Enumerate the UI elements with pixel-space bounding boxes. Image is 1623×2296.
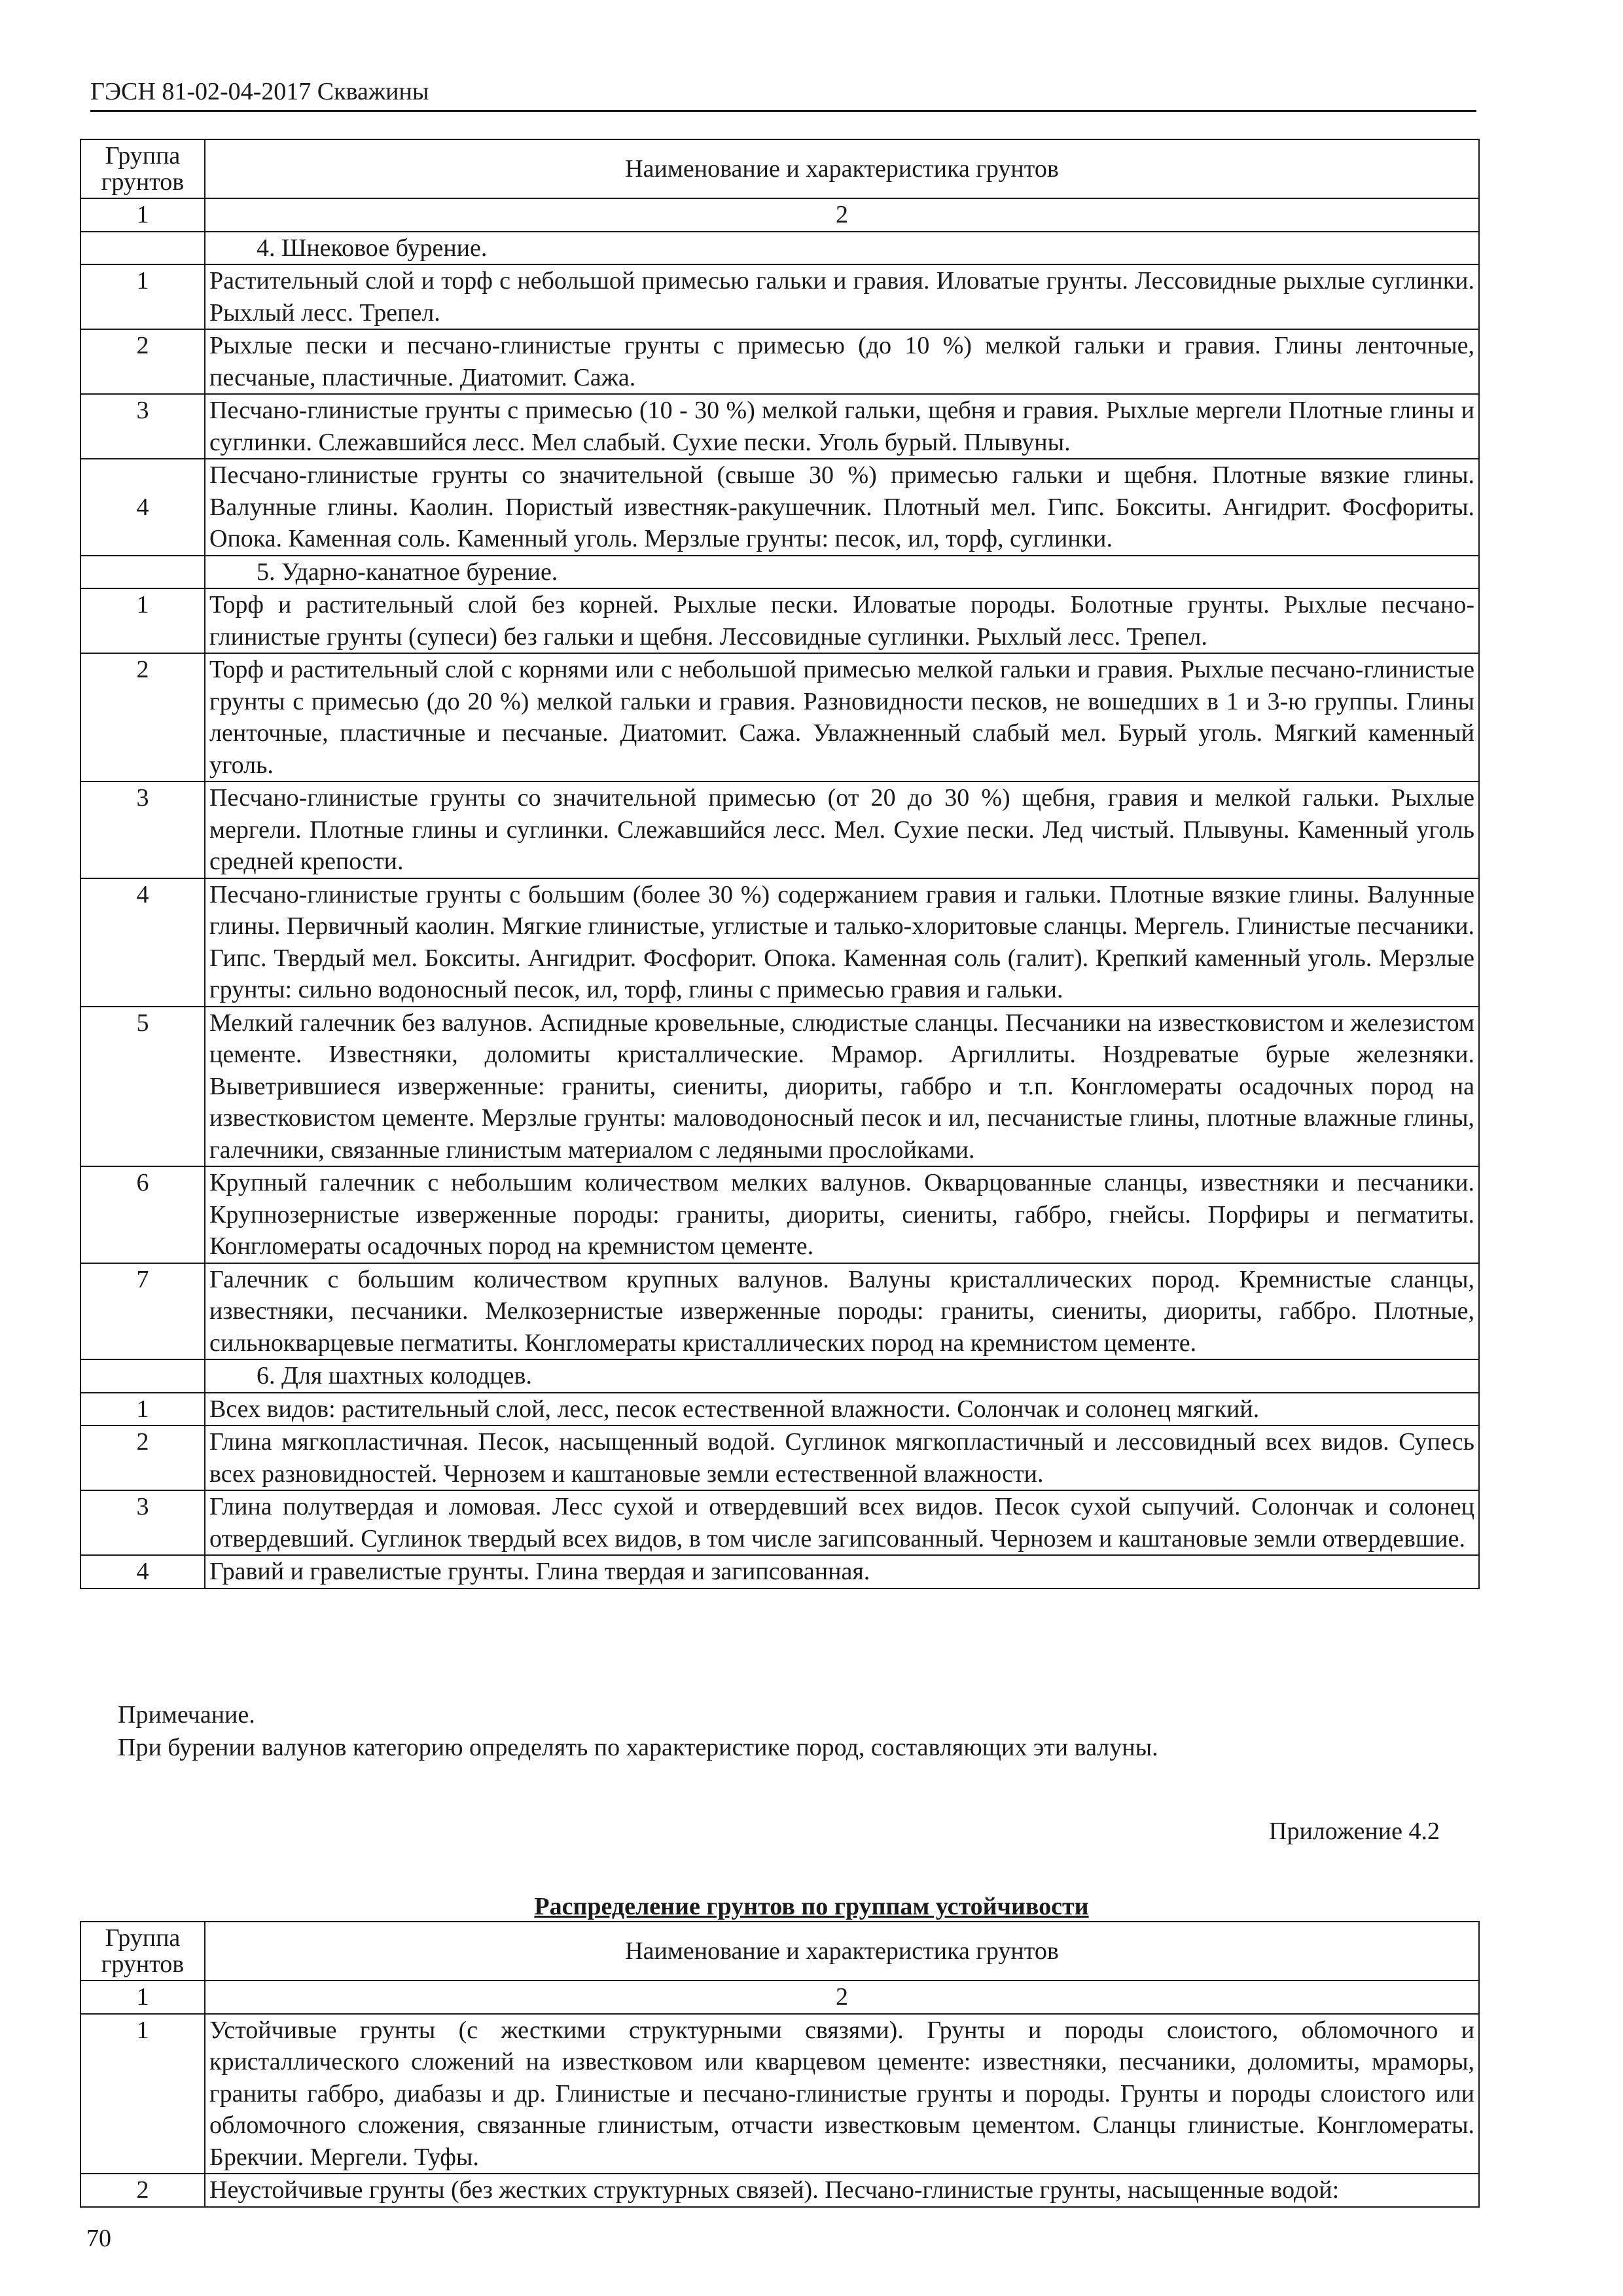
- table-row: [80, 781, 1479, 878]
- table-row: [80, 1263, 1479, 1360]
- group-description: Песчано-глинистые грунты с большим (более 30 %) содержанием гравия и гальки. Плотные вязкие глины. Валунные глины. Первичный каолин. Мягкие глинистые, углистые и талько-хлоритовые сланцы. Мергель. Глинистые песчаники. Гипс. Твердый мел. Бокситы. Ангидрит. Фосфорит. Опока. Каменная соль (галит). Крепкий каменный уголь. Мерзлые грунты: сильно водоносный песок, ил, торф, глины с примесью гравия и гальки.: [205, 878, 1479, 1007]
- group-description: Растительный слой и торф с небольшой примесью гальки и гравия. Иловатые грунты. Лессовидные рыхлые суглинки. Рыхлый лесс. Трепел.: [205, 264, 1479, 329]
- group-number: 5: [80, 1007, 205, 1167]
- group-description: Песчано-глинистые грунты со значительной примесью (от 20 до 30 %) щебня, гравия и мелкой гальки. Рыхлые мергели. Плотные глины и суглинки. Слежавшийся лесс. Мел. Сухие пески. Лед чистый. Плывуны. Каменный уголь средней крепости.: [205, 781, 1479, 878]
- note-title: Примечание.: [118, 1701, 255, 1729]
- group-number: 3: [80, 781, 205, 878]
- column-number-2: 2: [205, 198, 1479, 232]
- header-group-cell: Группа грунтов: [80, 139, 205, 198]
- table-row: [80, 264, 1479, 329]
- column-number-1: 1: [80, 1981, 205, 2014]
- header-name-cell: Наименование и характеристика грунтов: [205, 1922, 1479, 1981]
- group-description: Устойчивые грунты (с жесткими структурными связями). Грунты и породы слоистого, обломочного и кристаллического сложений на известковом или кварцевом цементе: известняки, песчаники, доломиты, мраморы, граниты габбро, диабазы и др. Глинистые и песчано-глинистые грунты и породы. Грунты и породы слоистого или обломочного сложения, связанные глинистым, отчасти известковым цементом. Сланцы глинистые. Конгломераты. Брекчии. Мергели. Туфы.: [205, 2014, 1479, 2174]
- group-description: Глина мягкопластичная. Песок, насыщенный водой. Суглинок мягкопластичный и лессовидный всех видов. Супесь всех разновидностей. Чернозем и каштановые земли естественной влажности.: [205, 1426, 1479, 1490]
- section-title: 5. Ударно-канатное бурение.: [205, 556, 1479, 589]
- group-number: 2: [80, 329, 205, 394]
- table-row: [80, 2174, 1479, 2207]
- table-row: [80, 878, 1479, 1007]
- appendix-label: Приложение 4.2: [1269, 1818, 1440, 1845]
- table-row: [80, 1007, 1479, 1167]
- page-number: 70: [86, 2225, 111, 2252]
- group-description: Крупный галечник с небольшим количеством мелких валунов. Окварцованные сланцы, известняки и песчаники. Крупнозернистые изверженные породы: граниты, диориты, сиениты, габбро, гнейсы. Порфиры и пегматиты. Конгломераты осадочных пород на кремнистом цементе.: [205, 1166, 1479, 1263]
- group-description: Торф и растительный слой без корней. Рыхлые пески. Иловатые породы. Болотные грунты. Рыхлые песчано-глинистые грунты (супеси) без гальки и щебня. Лессовидные суглинки. Рыхлый лесс. Трепел.: [205, 588, 1479, 653]
- group-number: 1: [80, 1393, 205, 1426]
- table-row: [80, 588, 1479, 653]
- group-description: Рыхлые пески и песчано-глинистые грунты с примесью (до 10 %) мелкой гальки и гравия. Глины ленточные, песчаные, пластичные. Диатомит. Сажа.: [205, 329, 1479, 394]
- table2-title: Распределение грунтов по группам устойчивости: [534, 1893, 1089, 1920]
- group-description: Галечник с большим количеством крупных валунов. Валуны кристаллических пород. Кремнистые сланцы, известняки, песчаники. Мелкозернистые изверженные породы: граниты, сиениты, диориты, габбро. Плотные, сильнокварцевые пегматиты. Конгломераты кристаллических пород на кремнистом цементе.: [205, 1263, 1479, 1360]
- section-group-cell: [80, 1359, 205, 1393]
- table-header-row: [80, 1922, 1479, 1981]
- section-row: [80, 232, 1479, 265]
- table-row: [80, 459, 1479, 556]
- group-number: 2: [80, 2174, 205, 2207]
- section-group-cell: [80, 232, 205, 265]
- group-number: 3: [80, 394, 205, 459]
- group-description: Торф и растительный слой с корнями или с небольшой примесью мелкой гальки и гравия. Рыхлые песчано-глинистые грунты с примесью (до 20 %) мелкой гальки и гравия. Разновидности песков, не вошедших в 1 и 3-ю группы. Глины ленточные, пластичные и песчаные. Диатомит. Сажа. Увлажненный слабый мел. Бурый уголь. Мягкий каменный уголь.: [205, 653, 1479, 781]
- table-row: [80, 653, 1479, 781]
- running-header: ГЭСН 81-02-04-2017 Скважины: [90, 73, 1476, 112]
- table-row: [80, 2014, 1479, 2174]
- section-group-cell: [80, 556, 205, 589]
- table-header-row: [80, 139, 1479, 198]
- stability-groups-table: [80, 1921, 1480, 2208]
- group-number: 4: [80, 878, 205, 1007]
- column-number-1: 1: [80, 198, 205, 232]
- header-name-cell: Наименование и характеристика грунтов: [205, 139, 1479, 198]
- table-row: [80, 1490, 1479, 1555]
- group-number: 3: [80, 1490, 205, 1555]
- table-row: [80, 329, 1479, 394]
- group-number: 2: [80, 653, 205, 781]
- group-description: Песчано-глинистые грунты с примесью (10 - 30 %) мелкой гальки, щебня и гравия. Рыхлые мергели Плотные глины и суглинки. Слежавшийся лесс. Мел слабый. Сухие пески. Уголь бурый. Плывуны.: [205, 394, 1479, 459]
- group-number: 2: [80, 1426, 205, 1490]
- group-description: Неустойчивые грунты (без жестких структурных связей). Песчано-глинистые грунты, насыщенные водой:: [205, 2174, 1479, 2207]
- note-text: При бурении валунов категорию определять по характеристике пород, составляющих эти валуны.: [118, 1734, 1158, 1761]
- table-row: [80, 1426, 1479, 1490]
- group-number: 6: [80, 1166, 205, 1263]
- column-number-row: [80, 1981, 1479, 2014]
- header-group-cell: Группа грунтов: [80, 1922, 205, 1981]
- group-description: Всех видов: растительный слой, лесс, песок естественной влажности. Солончак и солонец мягкий.: [205, 1393, 1479, 1426]
- group-number: 4: [80, 1555, 205, 1588]
- column-number-2: 2: [205, 1981, 1479, 2014]
- column-number-row: [80, 198, 1479, 232]
- group-number: 7: [80, 1263, 205, 1360]
- table-row: [80, 1393, 1479, 1426]
- group-number: 4: [80, 459, 205, 556]
- group-description: Песчано-глинистые грунты со значительной (свыше 30 %) примесью гальки и щебня. Плотные вязкие глины. Валунные глины. Каолин. Пористый известняк-ракушечник. Плотный мел. Гипс. Бокситы. Ангидрит. Фосфориты. Опока. Каменная соль. Каменный уголь. Мерзлые грунты: песок, ил, торф, суглинки.: [205, 459, 1479, 556]
- table-row: [80, 1555, 1479, 1588]
- group-number: 1: [80, 588, 205, 653]
- section-title: 4. Шнековое бурение.: [205, 232, 1479, 265]
- group-description: Мелкий галечник без валунов. Аспидные кровельные, слюдистые сланцы. Песчаники на известковистом и железистом цементе. Известняки, доломиты кристаллические. Мрамор. Аргиллиты. Ноздреватые бурые железняки. Выветрившиеся изверженные: граниты, сиениты, диориты, габбро и т.п. Конгломераты осадочных пород на известковистом цементе. Мерзлые грунты: маловодоносный песок и ил, песчанистые глины, плотные влажные глины, галечники, связанные глинистым материалом с ледяными прослойками.: [205, 1007, 1479, 1167]
- section-row: [80, 556, 1479, 589]
- table-row: [80, 1166, 1479, 1263]
- table-row: [80, 394, 1479, 459]
- section-row: [80, 1359, 1479, 1393]
- group-description: Гравий и гравелистые грунты. Глина твердая и загипсованная.: [205, 1555, 1479, 1588]
- soil-groups-table: [80, 139, 1480, 1589]
- group-description: Глина полутвердая и ломовая. Лесс сухой и отвердевший всех видов. Песок сухой сыпучий. Солончак и солонец отвердевший. Суглинок твердый всех видов, в том числе загипсованный. Чернозем и каштановые земли отвердевшие.: [205, 1490, 1479, 1555]
- section-title: 6. Для шахтных колодцев.: [205, 1359, 1479, 1393]
- group-number: 1: [80, 2014, 205, 2174]
- group-number: 1: [80, 264, 205, 329]
